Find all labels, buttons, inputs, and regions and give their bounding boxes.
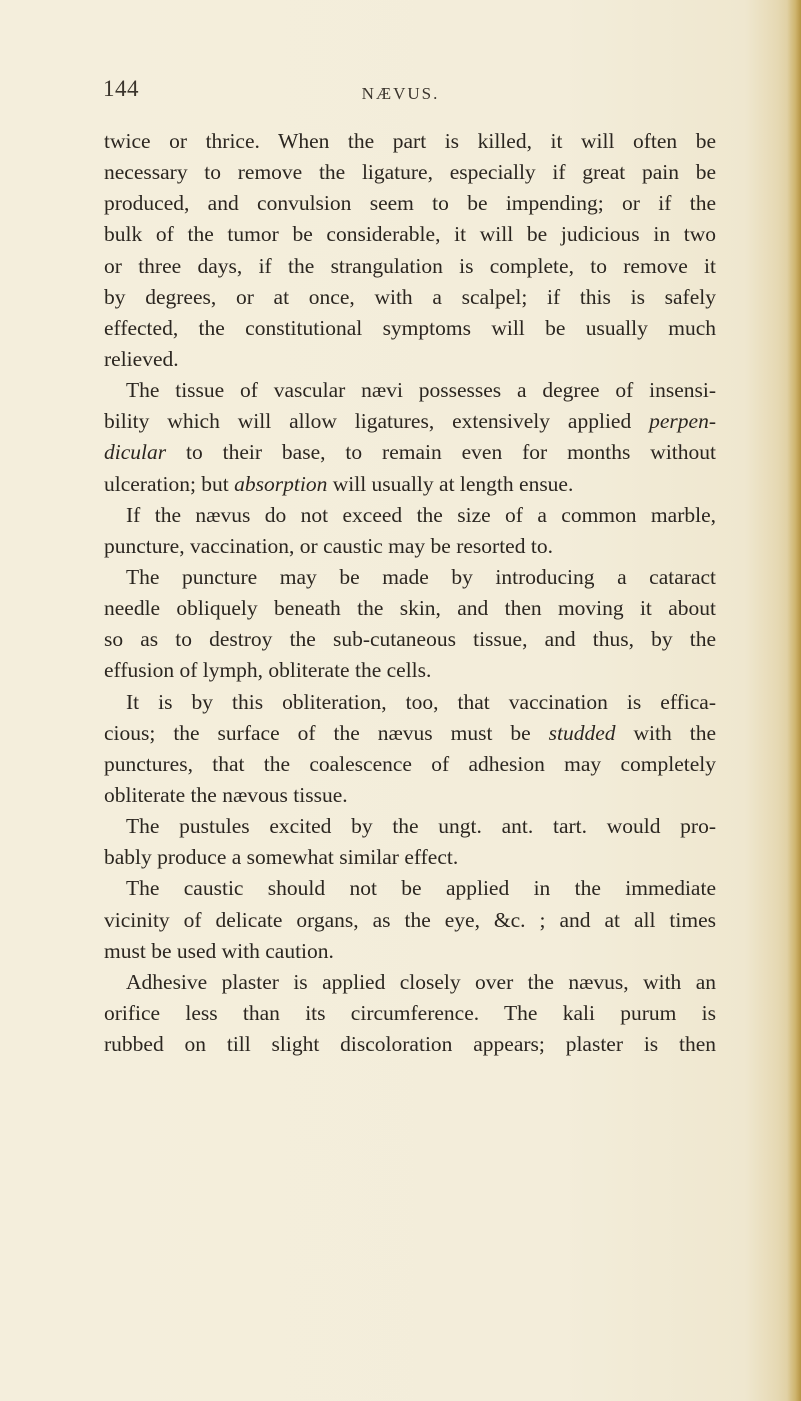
line-segment: cious; the surface of the nævus must be bbox=[104, 720, 549, 745]
text-line: orifice less than its circumference. The kali purum is bbox=[104, 1000, 716, 1025]
text-line: effected, the constitutional symptoms will be usually much bbox=[104, 315, 716, 340]
text-line bbox=[104, 406, 716, 437]
text-line: produced, and convulsion seem to be impending; or if the bbox=[104, 191, 716, 216]
text-line: must be used with caution. bbox=[104, 938, 334, 963]
text-line: rubbed on till slight discoloration appears; plaster is then bbox=[104, 1032, 716, 1057]
italic-term: studded bbox=[548, 720, 616, 745]
text-line: needle obliquely beneath the skin, and then moving it about bbox=[104, 596, 716, 621]
text-line bbox=[104, 469, 716, 500]
text-line: The pustules excited by the ungt. ant. tart. would pro- bbox=[126, 814, 716, 839]
italic-term: dicular bbox=[104, 440, 167, 465]
line-segment: with the bbox=[615, 720, 716, 745]
text-line: vicinity of delicate organs, as the eye, &c. ; and at all times bbox=[104, 907, 716, 932]
text-line: puncture, vaccination, or caustic may be resorted to. bbox=[104, 533, 553, 558]
text-line: so as to destroy the sub-cutaneous tissue, and thus, by the bbox=[104, 627, 716, 652]
text-line bbox=[104, 437, 716, 468]
body-text bbox=[104, 126, 716, 1060]
italic-term: absorption bbox=[234, 471, 328, 496]
text-line: twice or thrice. When the part is killed, it will often be bbox=[104, 129, 716, 153]
text-line: bably produce a somewhat similar effect. bbox=[104, 845, 459, 870]
text-line: The tissue of vascular nævi possesses a degree of insensi- bbox=[126, 378, 716, 403]
text-line bbox=[104, 718, 716, 749]
text-line: punctures, that the coalescence of adhesion may completely bbox=[104, 751, 716, 776]
text-line: If the nævus do not exceed the size of a common marble, bbox=[126, 502, 716, 527]
text-line: obliterate the nævous tissue. bbox=[104, 782, 348, 807]
text-line: It is by this obliteration, too, that vaccination is effica- bbox=[126, 689, 716, 714]
text-line: The puncture may be made by introducing a cataract bbox=[126, 564, 716, 589]
text-line: relieved. bbox=[104, 346, 179, 371]
running-title: NÆVUS. bbox=[361, 84, 440, 103]
italic-term: perpen- bbox=[649, 409, 716, 434]
text-line: necessary to remove the ligature, especially if great pain be bbox=[104, 160, 716, 185]
text-line: or three days, if the strangulation is complete, to remove it bbox=[104, 253, 716, 278]
line-segment: to their base, to remain even for months without bbox=[166, 440, 716, 465]
line-segment: ulceration; but bbox=[104, 471, 235, 496]
text-line: Adhesive plaster is applied closely over the nævus, with an bbox=[126, 969, 716, 994]
text-line: effusion of lymph, obliterate the cells. bbox=[104, 658, 432, 683]
line-segment: bility which will allow ligatures, extensively applied bbox=[104, 409, 650, 434]
page-number: 144 bbox=[103, 76, 139, 101]
line-segment: will usually at length ensue. bbox=[327, 471, 574, 496]
text-line: by degrees, or at once, with a scalpel; if this is safely bbox=[104, 284, 716, 309]
text-line: The caustic should not be applied in the immediate bbox=[126, 876, 716, 901]
text-line: bulk of the tumor be considerable, it will be judicious in two bbox=[104, 222, 716, 247]
page-edge bbox=[787, 0, 801, 1401]
